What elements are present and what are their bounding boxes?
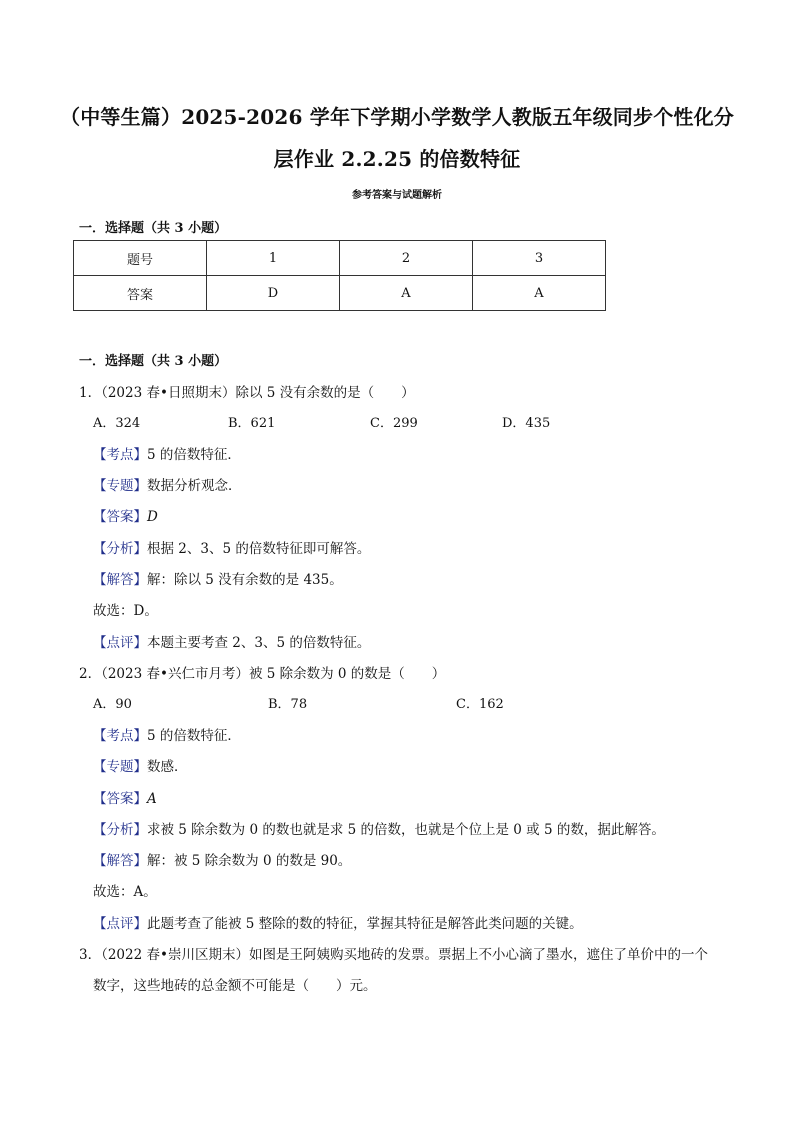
question-2-option-c: C．162: [456, 697, 504, 712]
zhuanti-text: 数据分析观念．: [147, 478, 242, 494]
table-cell: 1: [207, 241, 340, 276]
question-1-guxuan: 故选：D。: [93, 603, 158, 619]
document-subtitle: 参考答案与试题解析: [352, 190, 442, 201]
question-2-guxuan: 故选：A。: [93, 884, 157, 900]
document-title-line2: 层作业 2.2.25 的倍数特征: [273, 147, 521, 171]
question-2-stem: 2．（2023 春•兴仁市月考）被 5 除余数为 0 的数是（ ）: [79, 666, 446, 682]
question-2-jieda: [93, 849, 351, 869]
kaodian-tag: 【考点】: [93, 447, 147, 463]
fenxi-text: 根据 2、3、5 的倍数特征即可解答。: [147, 541, 371, 557]
kaodian-tag: 【考点】: [93, 728, 147, 744]
dianping-tag: 【点评】: [93, 635, 147, 651]
dianping-tag: 【点评】: [93, 916, 147, 932]
question-1-fenxi: [93, 537, 370, 557]
zhuanti-tag: 【专题】: [93, 759, 147, 775]
fenxi-text: 求被 5 除余数为 0 的数也就是求 5 的倍数，也就是个位上是 0 或 5 的数，据此解答。: [147, 822, 665, 838]
dianping-text: 此题考查了能被 5 整除的数的特征，掌握其特征是解答此类问题的关键。: [147, 916, 583, 932]
table-cell: 2: [340, 241, 473, 276]
fenxi-tag: 【分析】: [93, 822, 147, 838]
document-title-line1: （中等生篇）2025-2026 学年下学期小学数学人教版五年级同步个性化分: [60, 105, 734, 129]
zhuanti-text: 数感．: [147, 759, 188, 775]
daan-text: D: [147, 509, 158, 525]
jieda-text: 解：被 5 除余数为 0 的数是 90。: [147, 853, 352, 869]
question-1-option-a: A．324: [93, 416, 141, 431]
question-2-daan: [93, 787, 157, 807]
table-row: [74, 241, 606, 276]
table-cell: 题号: [74, 241, 207, 276]
table-row: [74, 276, 606, 311]
question-2-fenxi: [93, 818, 665, 838]
zhuanti-tag: 【专题】: [93, 478, 147, 494]
daan-text: A: [147, 791, 157, 807]
jieda-text: 解：除以 5 没有余数的是 435。: [147, 572, 343, 588]
answer-table: [73, 240, 606, 311]
jieda-tag: 【解答】: [93, 572, 147, 588]
question-1-kaodian: [93, 443, 241, 463]
jieda-tag: 【解答】: [93, 853, 147, 869]
question-1-option-c: C．299: [370, 416, 418, 431]
question-1-daan: [93, 505, 158, 525]
daan-tag: 【答案】: [93, 791, 147, 807]
daan-tag: 【答案】: [93, 509, 147, 525]
question-3-stem: 3．（2022 春•崇川区期末）如图是王阿姨购买地砖的发票。票据上不小心滴了墨水，遮住了单价中的一个: [79, 947, 708, 963]
question-2-kaodian: [93, 724, 241, 744]
table-cell: 答案: [74, 276, 207, 311]
kaodian-text: 5 的倍数特征．: [147, 447, 241, 463]
kaodian-text: 5 的倍数特征．: [147, 728, 241, 744]
question-1-jieda: [93, 568, 343, 588]
section-heading-answers: 一．选择题（共 3 小题）: [79, 221, 228, 236]
dianping-text: 本题主要考查 2、3、5 的倍数特征。: [147, 635, 371, 651]
fenxi-tag: 【分析】: [93, 541, 147, 557]
question-1-zhuanti: [93, 474, 242, 494]
table-cell: A: [473, 276, 606, 311]
question-2-dianping: [93, 912, 583, 932]
question-3-stem-continued: 数字，这些地砖的总金额不可能是（ ）元。: [93, 978, 377, 994]
question-1-stem: 1．（2023 春•日照期末）除以 5 没有余数的是（ ）: [79, 385, 415, 401]
question-2-option-b: B．78: [268, 697, 308, 712]
question-1-option-b: B．621: [228, 416, 276, 431]
question-2-zhuanti: [93, 755, 188, 775]
table-cell: D: [207, 276, 340, 311]
question-1-option-d: D．435: [502, 416, 551, 431]
section-heading-questions: 一．选择题（共 3 小题）: [79, 354, 228, 369]
question-1-dianping: [93, 631, 370, 651]
question-2-option-a: A．90: [93, 697, 132, 712]
table-cell: A: [340, 276, 473, 311]
table-cell: 3: [473, 241, 606, 276]
